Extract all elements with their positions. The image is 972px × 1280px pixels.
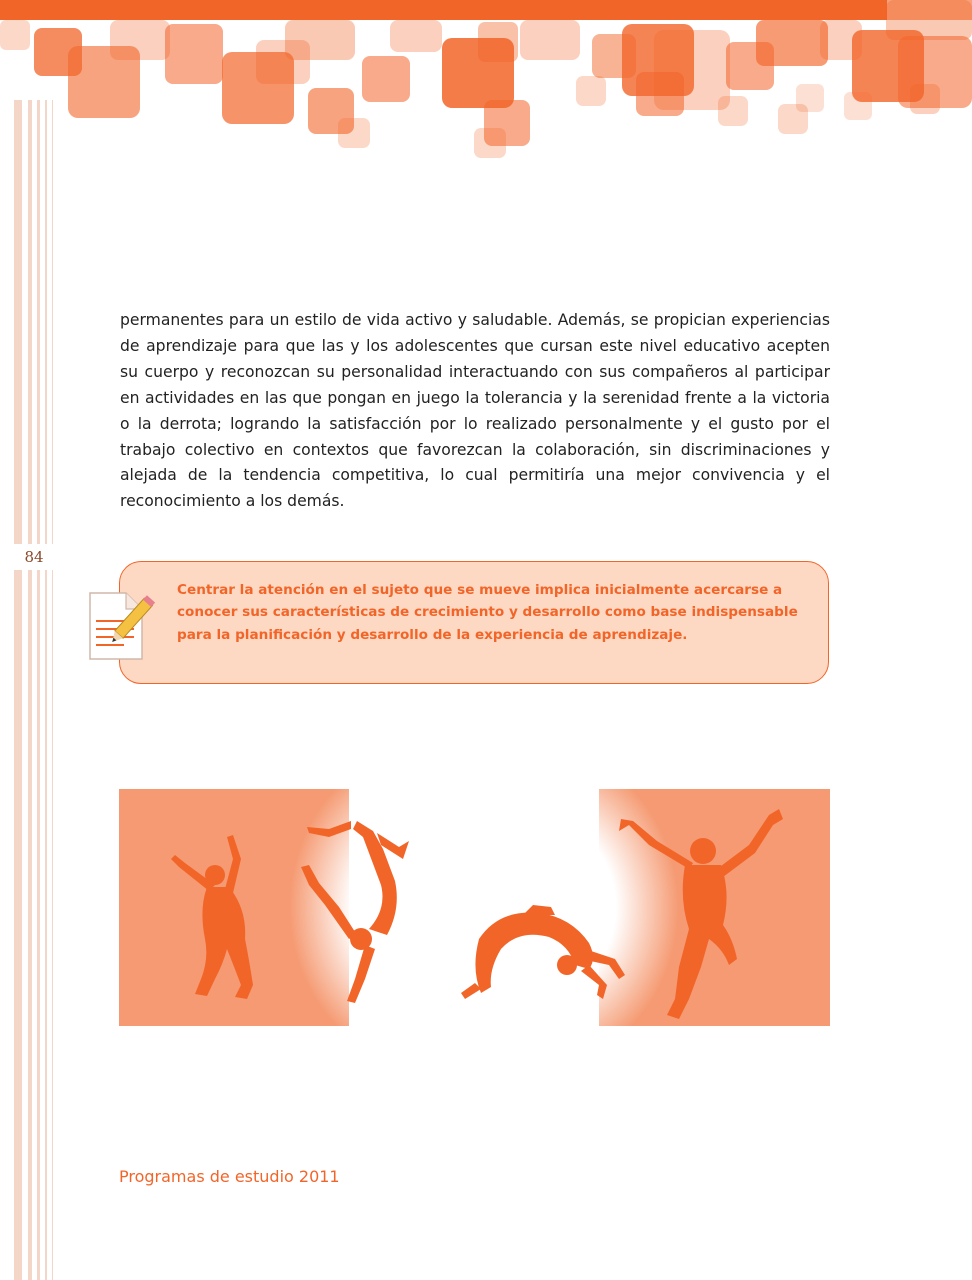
callout-box [119,561,829,684]
left-stripes-decoration [0,100,60,1280]
callout-text: Centrar la atención en el sujeto que se mueve implica inicialmente acercarse a conocer sus características de crecimiento y desarrollo como base indispensable para la planificación y desarrollo de la experiencia de aprendizaje. [177,582,798,643]
header-squares-decoration [0,0,972,170]
page-number: 84 [14,544,54,570]
dancers-banner-image [119,789,830,1026]
body-paragraph: permanentes para un estilo de vida activo y saludable. Además, se propician experiencias de aprendizaje para que las y los adolescentes que cursan este nivel educativo acepten su cuerpo y reconozcan su personalidad interactuando con sus compañeros al participar en actividades en las que pongan en juego la tolerancia y la serenidad frente a la victoria o la derrota; logrando la satisfacción por lo realizado personalmente y el gusto por el trabajo colectivo en contextos que favorezcan la colaboración, sin discriminaciones y alejada de la tendencia competitiva, lo cual permitiría una mejor convivencia y el reconocimiento a los demás. [120,311,830,511]
footer-title: Programas de estudio 2011 [119,1167,340,1186]
document-pencil-icon [86,587,156,663]
